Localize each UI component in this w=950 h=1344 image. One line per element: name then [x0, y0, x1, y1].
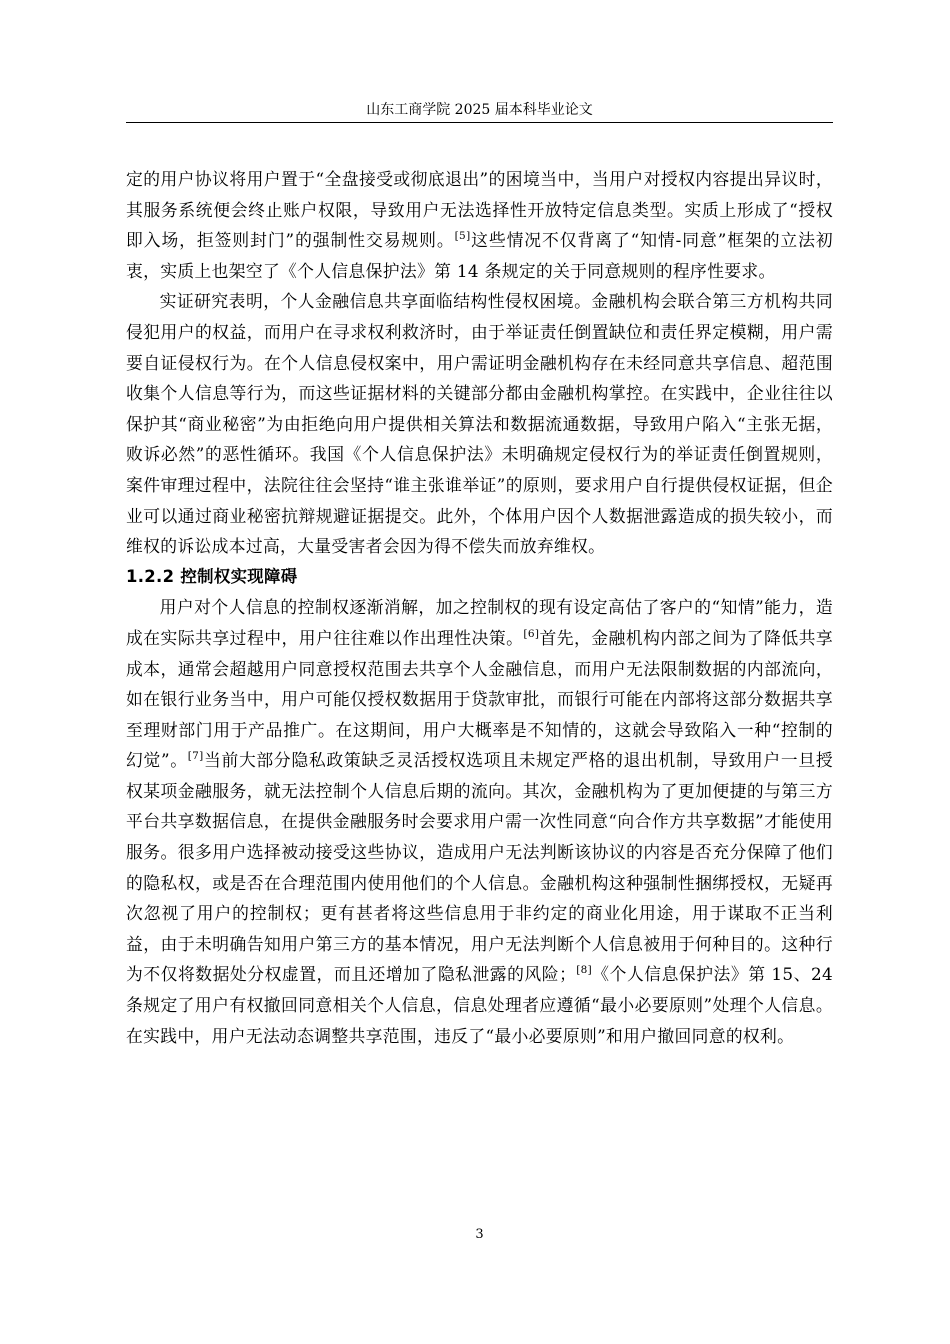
paragraph-text: 当前大部分隐私政策缺乏灵活授权选项且未规定严格的退出机制，导致用户一旦授权某项金融服务，就无法控制个人信息后期的流向。其次，金融机构为了更加便捷的与第三方平台共享数据信息，在提供金融服务时会要求用户需一次性同意“向合作方共享数据”才能使用服务。很多用户选择被动接受这些协议，造成用户无法判断该协议的内容是否充分保障了他们的隐私权，或是否在合理范围内使用他们的个人信息。金融机构这种强制性捆绑授权，无疑再次忽视了用户的控制权；更有甚者将这些信息用于非约定的商业化用途，用于谋取不正当利益，由于未明确告知用户第三方的基本情况，用户无法判断个人信息被用于何种目的。这种行为不仅将数据处分权虚置，而且还增加了隐私泄露的风险； [126, 750, 833, 985]
paragraph-text: 这些情况不仅背离了“知情-同意”框架的立法初衷，实质上也架空了《个人信息保护法》第 14 条规定的关于同意规则的程序性要求。 [126, 230, 833, 281]
paragraph-empirical-research: 实证研究表明，个人金融信息共享面临结构性侵权困境。金融机构会联合第三方机构共同侵犯用户的权益，而用户在寻求权利救济时，由于举证责任倒置缺位和责任界定模糊，用户需要自证侵权行为。在个人信息侵权案中，用户需证明金融机构存在未经同意共享信息、超范围收集个人信息等行为，而这些证据材料的关键部分都由金融机构掌控。在实践中，企业往往以保护其“商业秘密”为由拒绝向用户提供相关算法和数据流通数据，导致用户陷入“主张无据，败诉必然”的恶性循环。我国《个人信息保护法》未明确规定侵权行为的举证责任倒置规则，案件审理过程中，法院往往会坚持“谁主张谁举证”的原则，要求用户自行提供侵权证据，但企业可以通过商业秘密抗辩规避证据提交。此外，个体用户因个人数据泄露造成的损失较小，而维权的诉讼成本过高，大量受害者会因为得不偿失而放弃维权。 [126, 291, 833, 557]
section-heading: 1.2.2 控制权实现障碍 [126, 566, 298, 586]
paragraph-continuation [126, 164, 833, 286]
header-rule [126, 122, 833, 123]
running-header: 山东工商学院 2025 届本科毕业论文 [366, 102, 593, 118]
paragraph-text: 首先，金融机构内部之间为了降低共享成本，通常会超越用户同意授权范围去共享个人金融信息，而用户无法限制数据的内部流向，如在银行业务当中，用户可能仅授权数据用于贷款审批，而银行可能在内部将这部分数据共享至理财部门用于产品推广。在这期间，用户大概率是不知情的，这就会导致陷入一种“控制的幻觉”。 [126, 627, 833, 771]
paragraph-text: 定的用户协议将用户置于“全盘接受或彻底退出”的困境当中，当用户对授权内容提出异议时，其服务系统便会终止账户权限，导致用户无法选择性开放特定信息类型。实质上形成了“授权即入场，拒签则封门”的强制性交易规则。 [126, 169, 833, 251]
body-text [126, 164, 833, 1051]
paragraph-text: 《个人信息保护法》第 15、24 条规定了用户有权撤回同意相关个人信息，信息处理者应遵循“最小必要原则”处理个人信息。在实践中，用户无法动态调整共享范围，违反了“最小必要原则”和用户撤回同意的权利。 [126, 964, 833, 1046]
citation-8: [8] [576, 964, 593, 977]
page-number: 3 [475, 1227, 484, 1242]
paragraph-control-right [126, 592, 833, 1051]
citation-5: [5] [454, 230, 471, 243]
citation-7: [7] [187, 750, 204, 763]
paragraph-text: 用户对个人信息的控制权逐渐消解，加之控制权的现有设定高估了客户的“知情”能力，造成在实际共享过程中，用户往往难以作出理性决策。 [126, 597, 833, 648]
citation-6: [6] [523, 627, 540, 640]
